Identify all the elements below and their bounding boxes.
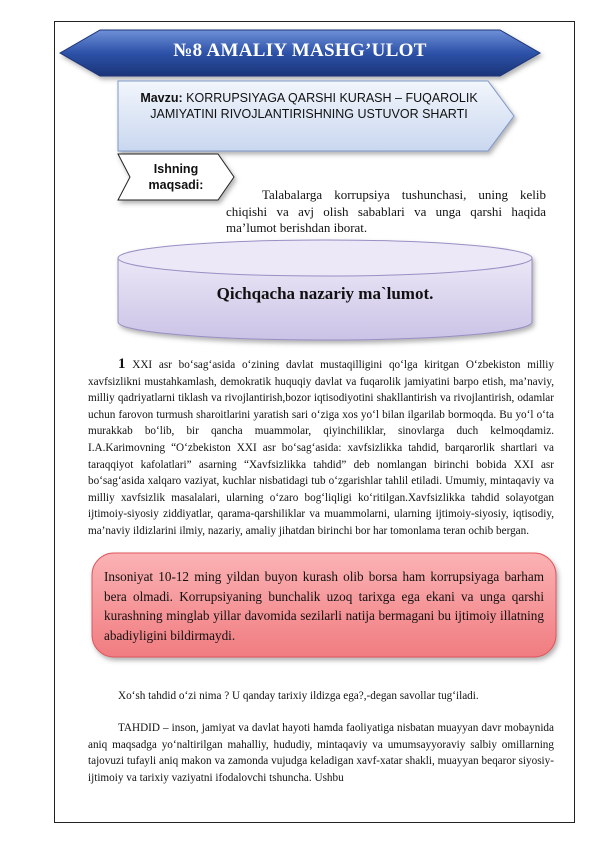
question-line: Xo‘sh tahdid o‘zi nima ? U qanday tarixiy ildizga ega?,-degan savollar tug‘iladi.: [118, 690, 479, 702]
goal-text: Talabalarga korrupsiya tushunchasi, uning kelib chiqishi va avj olish sabablari va unga qarshi haqida ma’lumot berishdan iborat.: [226, 187, 546, 235]
goal-label: Ishning maqsadi:: [148, 162, 204, 192]
body-paragraph-1: [88, 356, 554, 540]
topic-text: [128, 90, 490, 122]
topic-title: KORRUPSIYAGA QARSHI KURASH – FUQAROLIK JAMIYATINI RIVOJLANTIRISHNING USTUVOR SHARTI: [150, 91, 478, 121]
drop-cap: 1: [118, 356, 126, 372]
paragraph-1-text: XXI asr bo‘sag‘asida o‘zining davlat mustaqilligini qo‘lga kiritgan O‘zbekiston milliy xavfsizlikni mustahkamlash, demokratik huquqiy davlat va fuqarolik jamiyatini barpo etish, ma’naviy, milliy qadriyatlarni tiklash va rivojlantirish,bozor iqtisodiyotini shakllantirish va rivojlantirish, odamlar uchun farovon turmush sharoitlarini yaratish sari o‘ziga xos yo‘l bilan ilgarilab bormoqda. Bu yo‘l o‘ta murakkab bo‘lib, bir qancha muammolar, qiyinchiliklar, sinovlarga duch kelmoqdamiz. I.A.Karimovning “O‘zbekiston XXI asr bo‘sag‘asida: xavfsizlikka tahdid, barqarorlik shartlari va taraqqiyot kafolatlari” asarning “Xavfsizlikka tahdid” deb nomlangan birinchi bobida XXI asr bo‘sag‘asida xalqaro vaziyat, kuchlar nisbatidagi tub o‘zgarishlar tahlil etiladi. Umumiy, mintaqaviy va milliy xavfsizlik masalalari, ularning o‘zaro bog‘liqligi ko‘ritilgan.Xavfsizlikka tahdid solayotgan ijtimoiy-siyosiy ziddiyatlar, qarama-qarshiliklar va muammolarni, ularning ijtimoiy-siyosiy, iqtisodiy, ma’naviy ildizlarini ilmiy, nazariy, amaliy jihatdan birinchi bor har tomonlama teran ochib bergan.: [88, 359, 554, 537]
body-paragraph-2: TAHDID – inson, jamiyat va davlat hayoti hamda faoliyatiga nisbatan muayyan davr mobaynida aniq maqsadga yo‘naltirilgan mahalliy, hududiy, mintaqaviy va umumsayyoraviy salbiy omillarning tajovuzi tufayli aniq makon va zamonda vujudga keladigan xavf-xatar shakli, muayyan beqaror siyosiy-ijtimoiy va tarixiy vaziyatni ifodalovchi tshuncha. Ushbu: [88, 722, 554, 784]
quote-text: Insoniyat 10-12 ming yildan buyon kurash olib borsa ham korrupsiyaga barham bera olmadi. Korrupsiyaning bunchalik uzoq tarixga ega ekani va unga qarshi kurashning minglab yillar davomida sezilarli natija bermagani bu ijtimoiy illatning abadiyligini bildirmaydi.: [104, 569, 544, 643]
topic-label: Mavzu:: [140, 91, 183, 105]
theory-title: Qichqacha nazariy ma`lumot.: [216, 284, 434, 303]
banner-title: №8 AMALIY MASHG’ULOT: [173, 40, 427, 61]
